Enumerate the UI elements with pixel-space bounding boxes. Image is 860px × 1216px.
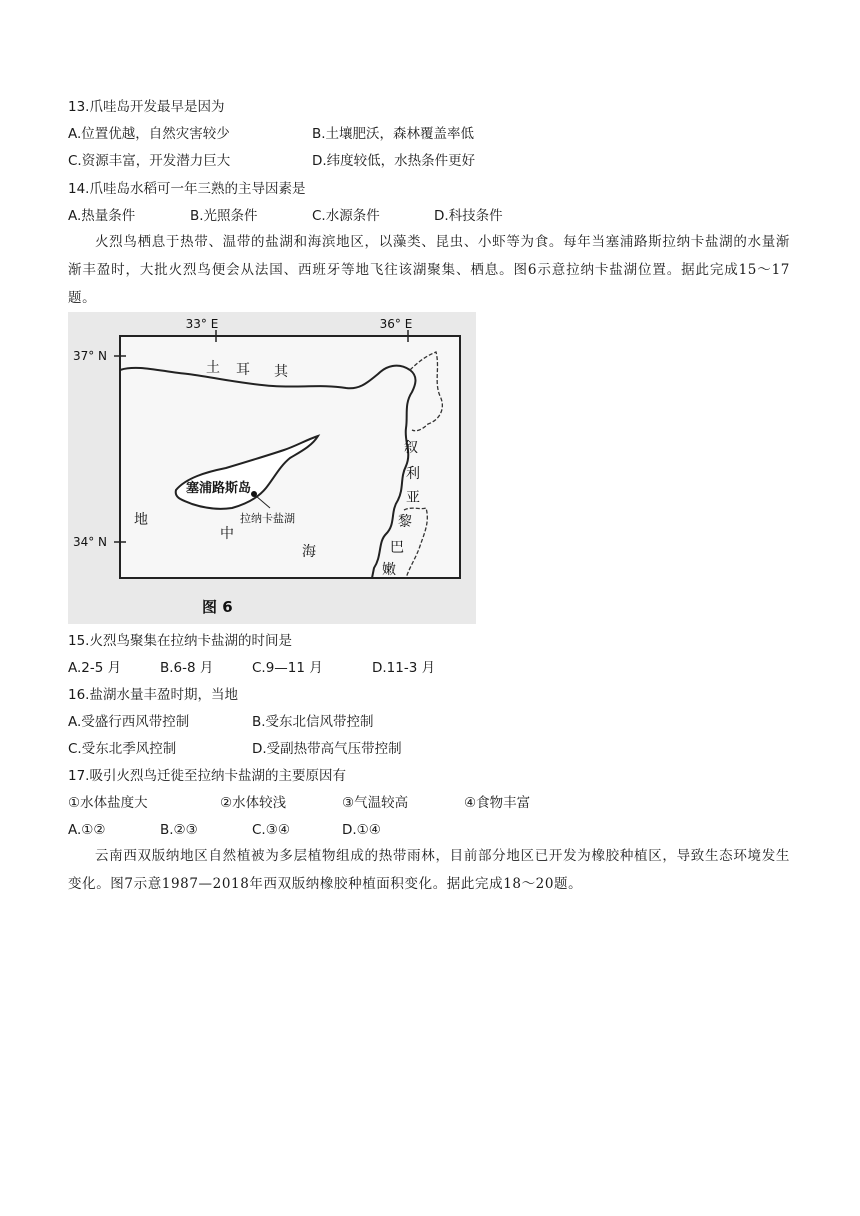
q16-option-a: A.受盛行西风带控制 xyxy=(68,714,190,730)
lon-label-36e: 36° E xyxy=(379,317,413,331)
q16-option-d: D.受副热带高气压带控制 xyxy=(252,741,402,757)
label-syria-1: 叙 xyxy=(404,440,418,456)
q14-stem: 14.爪哇岛水稻可一年三熟的主导因素是 xyxy=(68,181,306,197)
q15-option-a: A.2-5 月 xyxy=(68,660,122,676)
passage-flamingo: 火烈鸟栖息于热带、温带的盐湖和海滨地区，以藻类、昆虫、小虾等为食。每年当塞浦路斯拉纳卡盐湖的水量渐渐丰盈时，大批火烈鸟便会从法国、西班牙等地飞往该湖聚集、栖息。图6示意拉纳卡盐湖位置。据此完成15～17题。 xyxy=(68,234,790,306)
q13-option-d: D.纬度较低，水热条件更好 xyxy=(312,153,476,169)
label-lebanon-2: 巴 xyxy=(390,540,404,556)
q14-option-b: B.光照条件 xyxy=(190,208,258,224)
q17-item-3: ③气温较高 xyxy=(342,795,409,811)
label-turkey-3: 其 xyxy=(274,364,288,380)
q16-stem: 16.盐湖水量丰盈时期，当地 xyxy=(68,687,238,703)
q17-option-a: A.①② xyxy=(68,822,106,838)
figure-6-map xyxy=(68,312,476,624)
q17-item-1: ①水体盐度大 xyxy=(68,795,148,811)
q17-option-d: D.①④ xyxy=(342,822,381,838)
q14-option-c: C.水源条件 xyxy=(312,208,380,224)
label-sea-3: 海 xyxy=(302,544,316,560)
label-lebanon-3: 嫩 xyxy=(382,562,396,578)
q17-option-c: C.③④ xyxy=(252,822,290,838)
lon-label-33e: 33° E xyxy=(185,317,219,331)
label-sea-1: 地 xyxy=(134,512,148,528)
lat-label-37n: 37° N xyxy=(72,349,108,363)
q15-stem: 15.火烈鸟聚集在拉纳卡盐湖的时间是 xyxy=(68,633,292,649)
label-syria-2: 利 xyxy=(406,466,420,482)
label-sea-2: 中 xyxy=(220,526,234,542)
passage-rubber: 云南西双版纳地区自然植被为多层植物组成的热带雨林，目前部分地区已开发为橡胶种植区，导致生态环境发生变化。图7示意1987—2018年西双版纳橡胶种植面积变化。据此完成18～20题。 xyxy=(68,848,790,892)
label-syria-3: 亚 xyxy=(406,490,420,506)
q13-stem: 13.爪哇岛开发最早是因为 xyxy=(68,99,225,115)
q17-item-2: ②水体较浅 xyxy=(220,795,287,811)
q16-option-c: C.受东北季风控制 xyxy=(68,741,177,757)
label-larnaca-lake: 拉纳卡盐湖 xyxy=(240,512,295,525)
q15-option-d: D.11-3 月 xyxy=(372,660,436,676)
label-lebanon-1: 黎 xyxy=(398,514,412,530)
q14-option-d: D.科技条件 xyxy=(434,208,503,224)
q13-option-b: B.土壤肥沃，森林覆盖率低 xyxy=(312,126,475,142)
label-cyprus: 塞浦路斯岛 xyxy=(186,481,252,496)
label-turkey-1: 土 xyxy=(206,360,220,376)
label-turkey-2: 耳 xyxy=(236,362,250,378)
q13-option-c: C.资源丰富，开发潜力巨大 xyxy=(68,153,231,169)
q13-option-a: A.位置优越，自然灾害较少 xyxy=(68,126,230,142)
q17-item-4: ④食物丰富 xyxy=(464,795,531,811)
q17-stem: 17.吸引火烈鸟迁徙至拉纳卡盐湖的主要原因有 xyxy=(68,768,346,784)
q15-option-c: C.9—11 月 xyxy=(252,660,323,676)
lat-label-34n: 34° N xyxy=(72,535,108,549)
q14-option-a: A.热量条件 xyxy=(68,208,136,224)
q16-option-b: B.受东北信风带控制 xyxy=(252,714,374,730)
figure-6-caption: 图 6 xyxy=(202,598,233,616)
q15-option-b: B.6-8 月 xyxy=(160,660,214,676)
q17-option-b: B.②③ xyxy=(160,822,198,838)
